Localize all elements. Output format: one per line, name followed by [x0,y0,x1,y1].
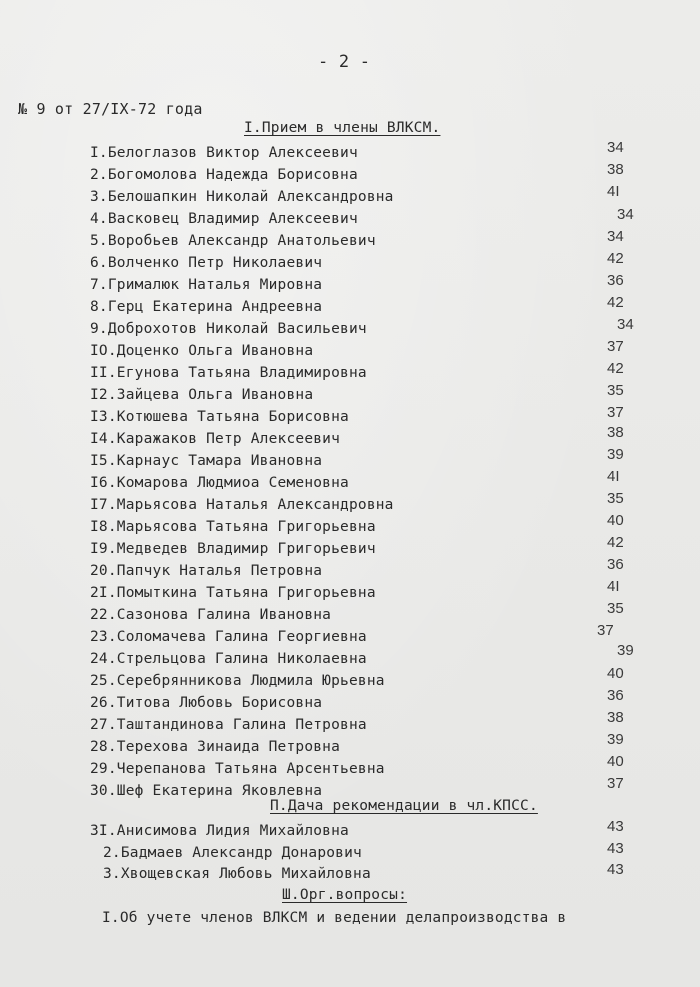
list-item: 6.Волченко Петр Николаевич [90,255,323,271]
list-item-value: 40 [607,665,624,682]
list-item-value: 35 [607,490,624,507]
list-item: I7.Марьясова Наталья Александровна [90,497,394,513]
list-item-value: 42 [607,360,624,377]
list-item: 26.Титова Любовь Борисовна [90,695,323,711]
list-item-value: 39 [607,446,624,463]
list-item-value: 42 [607,294,624,311]
list-item-value: 36 [607,687,624,704]
list-item-value: 34 [617,316,634,333]
list-item-value: 36 [607,272,624,289]
list-item-value: 35 [607,382,624,399]
list-item-value: 35 [607,600,624,617]
list-item-value: 38 [607,424,624,441]
section-heading-admission: I.Прием в члены ВЛКСМ. [244,120,441,136]
list-item-value: 37 [607,404,624,421]
list-item: 27.Таштандинова Галина Петровна [90,717,367,733]
list-item: 28.Терехова Зинаида Петровна [90,739,341,755]
list-item: 3.Белошапкин Николай Александровна [90,189,394,205]
list-item: II.Егунова Татьяна Владимировна [90,365,367,381]
list-item-value: 37 [597,622,614,639]
list-item: 2.Бадмаев Александр Донарович [103,845,362,861]
list-item-value: 40 [607,753,624,770]
list-item: 2I.Помыткина Татьяна Григорьевна [90,585,376,601]
list-item-value: 40 [607,512,624,529]
list-item: 29.Черепанова Татьяна Арсентьевна [90,761,385,777]
list-item: 3I.Анисимова Лидия Михайловна [90,823,349,839]
list-item-value: 37 [607,338,624,355]
list-item-value: 4I [607,183,620,200]
list-item-value: 4I [607,468,620,485]
list-item-value: 4I [607,578,620,595]
list-item: 30.Шеф Екатерина Яковлевна [90,783,323,799]
list-item: I4.Каражаков Петр Алексеевич [90,431,341,447]
list-item: I6.Комарова Людмиоа Семеновна [90,475,349,491]
list-item: I9.Медведев Владимир Григорьевич [90,541,376,557]
list-item: I3.Котюшева Татьяна Борисовна [90,409,349,425]
list-item-value: 38 [607,161,624,178]
list-item-value: 34 [607,139,624,156]
protocol-header: № 9 от 27/IX-72 года [18,100,203,118]
list-item: I8.Марьясова Татьяна Григорьевна [90,519,376,535]
list-item-value: 43 [607,861,624,878]
list-item-value: 42 [607,250,624,267]
list-item-value: 39 [607,731,624,748]
list-item-value: 37 [607,775,624,792]
section-heading-recommendation: П.Дача рекомендации в чл.КПСС. [270,798,538,814]
list-item: 3.Хвощевская Любовь Михайловна [103,866,371,882]
list-item-value: 43 [607,818,624,835]
page-number: - 2 - [318,52,371,72]
list-item-value: 39 [617,642,634,659]
list-item: I.Об учете членов ВЛКСМ и ведении делапроизводства в [102,910,567,926]
list-item: IO.Доценко Ольга Ивановна [90,343,314,359]
list-item-value: 34 [617,206,634,223]
list-item: 24.Стрельцова Галина Николаевна [90,651,367,667]
list-item: 20.Папчук Наталья Петровна [90,563,323,579]
list-item: 22.Сазонова Галина Ивановна [90,607,332,623]
list-item: I.Белоглазов Виктор Алексеевич [90,145,358,161]
list-item: 23.Соломачева Галина Георгиевна [90,629,367,645]
list-item: 4.Васковец Владимир Алексеевич [90,211,358,227]
list-item-value: 43 [607,840,624,857]
section-heading-org-questions: Ш.Орг.вопросы: [282,887,408,903]
list-item: 5.Воробьев Александр Анатольевич [90,233,376,249]
list-item-value: 38 [607,709,624,726]
list-item: 8.Герц Екатерина Андреевна [90,299,323,315]
list-item-value: 34 [607,228,624,245]
list-item-value: 42 [607,534,624,551]
list-item: I5.Карнаус Тамара Ивановна [90,453,323,469]
list-item-value: 36 [607,556,624,573]
list-item: 25.Серебрянникова Людмила Юрьевна [90,673,385,689]
list-item: 2.Богомолова Надежда Борисовна [90,167,358,183]
list-item: 9.Доброхотов Николай Васильевич [90,321,367,337]
list-item: 7.Грималюк Наталья Мировна [90,277,323,293]
list-item: I2.Зайцева Ольга Ивановна [90,387,314,403]
